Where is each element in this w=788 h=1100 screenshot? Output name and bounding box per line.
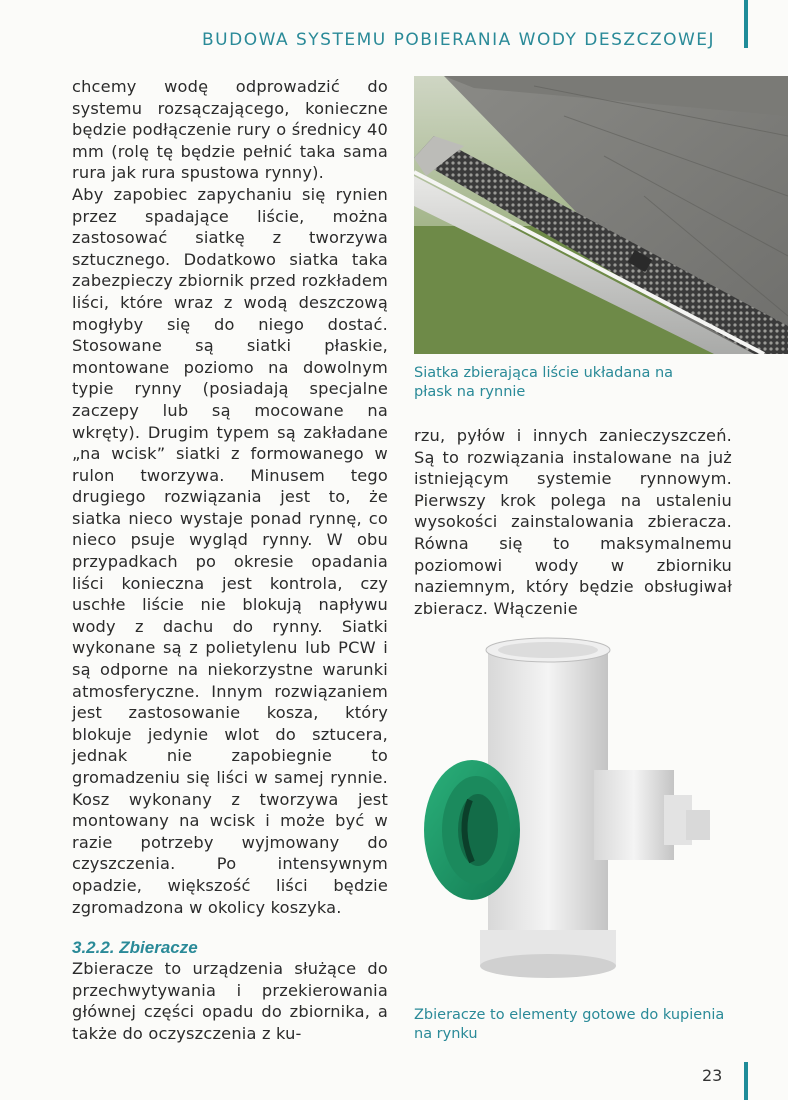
- gutter-mesh-illustration: [414, 76, 788, 354]
- paragraph-1: chcemy wodę odprowadzić do systemu rozsączającego, konieczne będzie podłączenie rury o średnicy 40 mm (rolę tę będzie pełnić taka sama rura jak rura spustowa rynny).: [72, 77, 388, 183]
- right-column: [414, 425, 732, 619]
- product-caption: Zbieracze to elementy gotowe do kupienia na rynku: [414, 1007, 725, 1042]
- paragraph-3-text: Zbieracze to urządzenia służące do przechwytywania i przekierowania głównej części opadu do zbiornika, a także do oczyszczenia z ku-: [72, 959, 388, 1043]
- page-number: 23: [702, 1066, 723, 1085]
- footer-accent-bar: [744, 1062, 748, 1100]
- rain-collector-product-image: [414, 630, 732, 1000]
- header-accent-bar: [744, 0, 748, 48]
- section-heading: 3.2.2. Zbieracze: [72, 938, 198, 958]
- photo-caption: Siatka zbierająca liście układana na płask na rynnie: [414, 365, 674, 400]
- rain-collector-illustration: [414, 630, 732, 1000]
- paragraph-2: Aby zapobiec zapychaniu się rynien przez spadające liście, można zastosować siatkę z tworzywa sztucznego. Dodatkowo siatka taka zabezpieczy zbiornik przed rozkładem liści, które wraz z wodą deszczową mogłyby się do niego dostać. Stosowane są siatki płaskie, montowane poziomo na dowolnym typie rynny (posiadają specjalne zaczepy lub są mocowane na wkręty). Drugim typem są zakładane „na wcisk” siatki z formowanego w rulon tworzywa. Minusem tego drugiego rozwiązania jest to, że siatka nieco wystaje ponad rynnę, co nieco psuje wygląd rynny. W obu przypadkach po okresie opadania liści konieczna jest kontrola, czy uschłe liście nie blokują napływu wody z dachu do rynny. Siatki wykonane są z polietylenu lub PCW i są odporne na niekorzystne warunki atmosferyczne. Innym rozwiązaniem jest zastosowanie kosza, który blokuje jedynie wlot do sztucera, jednak nie zapobiegnie to gromadzeniu się liści w samej rynnie. Kosz wykonany z tworzywa jest montowany na wcisk i może być w razie potrzeby wyjmowany do czyszczenia. Po intensywnym opadzie, większość liści będzie zgromadzona w okolicy koszyka.: [72, 184, 388, 917]
- gutter-mesh-photo: [414, 76, 788, 354]
- page-header-title: BUDOWA SYSTEMU POBIERANIA WODY DESZCZOWEJ: [202, 30, 716, 50]
- left-column: [72, 76, 388, 1045]
- left-body-text: [72, 76, 388, 918]
- paragraph-3: [72, 958, 388, 1044]
- right-body-text: rzu, pyłów i innych zanieczyszczeń. Są to rozwiązania instalowane na już istniejącym systemie rynnowym. Pierwszy krok polega na ustaleniu wysokości zainstalowania zbieracza. Równa się to maksymalnemu poziomowi wody w zbiorniku naziemnym, który będzie obsługiwał zbieracz. Włączenie: [414, 426, 732, 618]
